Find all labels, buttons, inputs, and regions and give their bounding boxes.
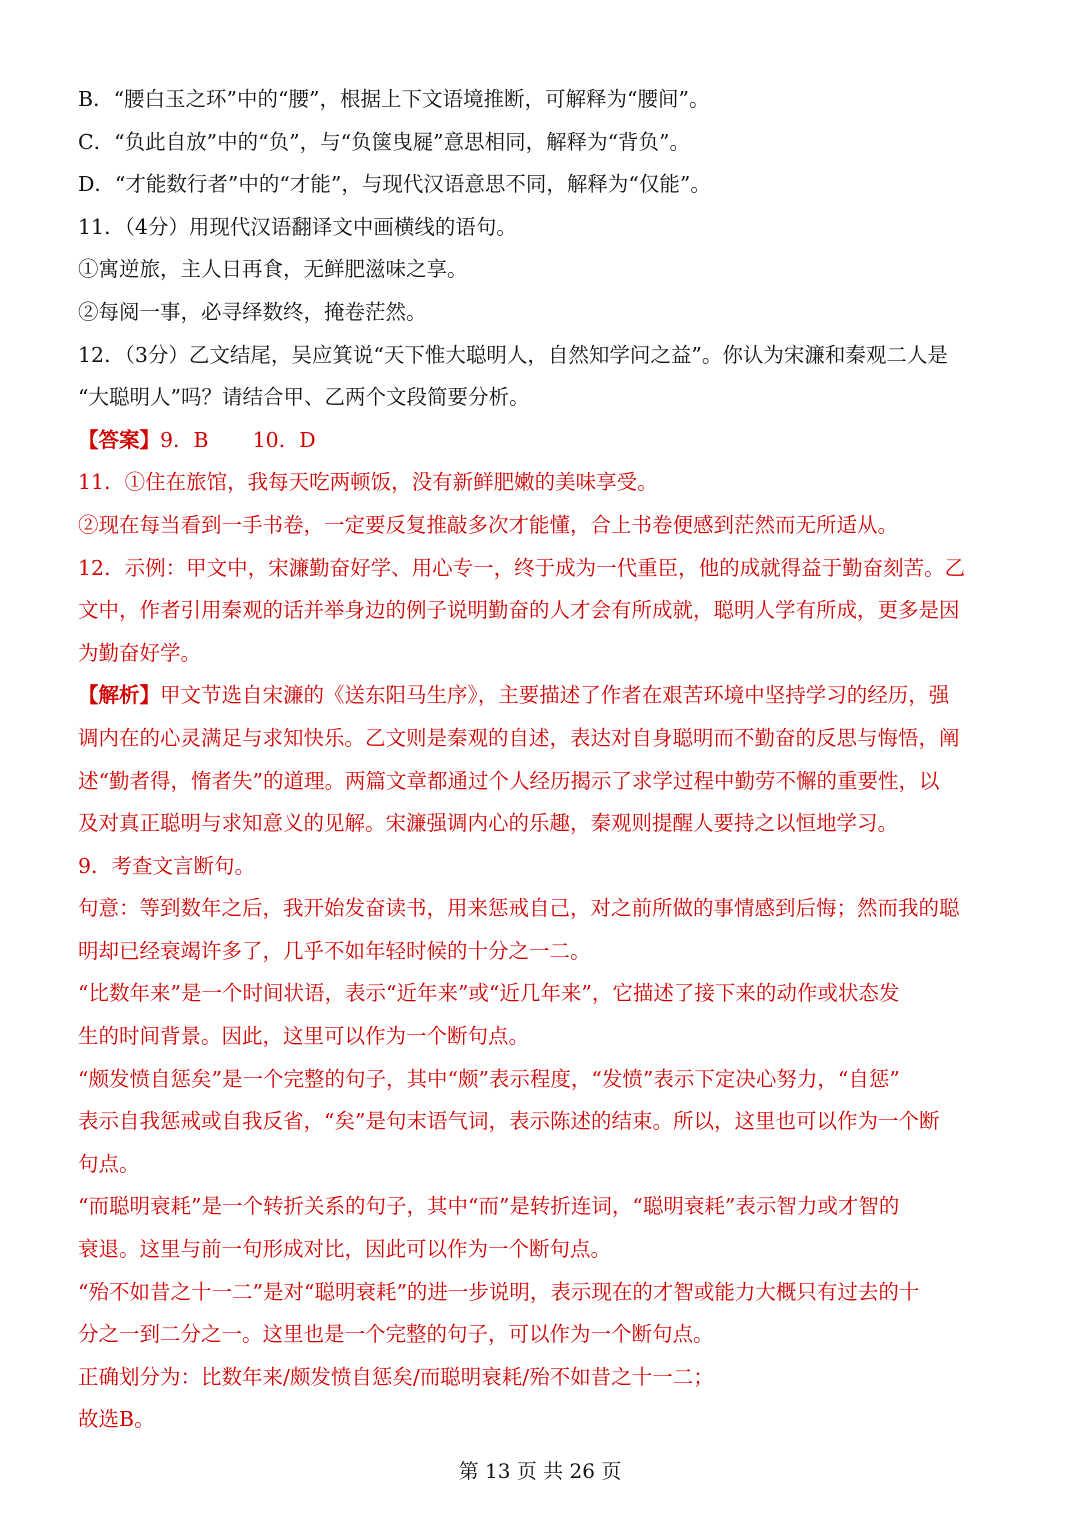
segment-4-line-2: 分之一到二分之一。这里也是一个完整的句子，可以作为一个断句点。 [78,1322,714,1347]
answer-12-line-3: 为勤奋好学。 [78,640,201,665]
option-b: B．“腰白玉之环”中的“腰”，根据上下文语境推断，可解释为“腰间”。 [78,87,710,111]
sentence-meaning-1: 句意：等到数年之后，我开始发奋读书，用来惩戒自己，对之前所做的事情感到后悔；然而我的聪 [78,896,960,921]
page-content [78,78,1004,1441]
segment-2-line-2: 表示自我惩戒或自我反省，“矣”是句末语气词，表示陈述的结束。所以，这里也可以作为一个断 [78,1109,940,1134]
sentence-meaning-2: 明却已经衰竭许多了，几乎不如年轻时候的十分之一二。 [78,938,591,963]
answer-10: 10．D [252,427,316,452]
question-12-line-1: 12．（3分）乙文结尾，吴应箕说“天下惟大聪明人，自然知学问之益”。你认为宋濂和秦观二人是 [78,342,948,367]
segment-2-line-3: 句点。 [78,1151,140,1176]
question-11-sentence-1: ①寓逆旅，主人日再食，无鲜肥滋味之享。 [78,257,468,282]
question-11-sentence-2: ②每阅一事，必寻绎数终，掩卷茫然。 [78,299,427,324]
answer-tag: 【答案】 [78,427,160,452]
segment-3-line-2: 衰退。这里与前一句形成对比，因此可以作为一个断句点。 [78,1237,611,1262]
analysis-tag: 【解析】 [78,683,160,708]
analysis-q9-head: 9．考查文言断句。 [78,853,256,878]
analysis-line-3: 述“勤者得，惰者失”的道理。两篇文章都通过个人经历揭示了求学过程中勤劳不懈的重要性，以 [78,768,940,793]
final-choice: 故选B。 [78,1407,155,1432]
segment-4-line-1: “殆不如昔之十一二”是对“聪明衰耗”的进一步说明，表示现在的才智或能力大概只有过去的十 [78,1279,920,1304]
answer-line [78,419,1004,462]
answer-11-2: ②现在每当看到一手书卷，一定要反复推敲多次才能懂，合上书卷便感到茫然而无所适从。 [78,512,898,537]
segment-3-line-1: “而聪明衰耗”是一个转折关系的句子，其中“而”是转折连词，“聪明衰耗”表示智力或才智的 [78,1194,900,1219]
answer-12-line-1: 12．示例：甲文中，宋濂勤奋好学、用心专一，终于成为一代重臣，他的成就得益于勤奋刻苦。乙 [78,555,966,580]
analysis-line-1 [78,674,1004,717]
segment-2-line-1: “颇发愤自惩矣”是一个完整的句子，其中“颇”表示程度，“发愤”表示下定决心努力，“自惩” [78,1066,900,1091]
option-c: C．“负此自放”中的“负”，与“负箧曳屣”意思相同，解释为“背负”。 [78,129,691,154]
analysis-line-2: 调内在的心灵满足与求知快乐。乙文则是秦观的自述，表达对自身聪明而不勤奋的反思与悔悟，阐 [78,725,960,750]
answer-12-line-2: 文中，作者引用秦观的话并举身边的例子说明勤奋的人才会有所成就，聪明人学有所成，更多是因 [78,598,960,623]
segment-1-line-2: 生的时间背景。因此，这里可以作为一个断句点。 [78,1024,529,1049]
question-12-line-2: “大聪明人”吗？请结合甲、乙两个文段简要分析。 [78,385,530,410]
option-d: D．“才能数行者”中的“才能”，与现代汉语意思不同，解释为“仅能”。 [78,172,711,197]
correct-division: 正确划分为：比数年来/颇发愤自惩矣/而聪明衰耗/殆不如昔之十一二； [78,1364,714,1389]
question-11: 11．（4分）用现代汉语翻译文中画横线的语句。 [78,214,517,239]
answer-11-1: 11．①住在旅馆，我每天吃两顿饭，没有新鲜肥嫩的美味享受。 [78,470,658,495]
page-footer: 第 13 页 共 26 页 [458,1459,622,1483]
analysis-text-1: 甲文节选自宋濂的《送东阳马生序》，主要描述了作者在艰苦环境中坚持学习的经历，强 [160,683,950,708]
answer-9: 9．B [160,427,209,452]
segment-1-line-1: “比数年来”是一个时间状语，表示“近年来”或“近几年来”，它描述了接下来的动作或状态发 [78,981,900,1006]
analysis-line-4: 及对真正聪明与求知意义的见解。宋濂强调内心的乐趣，秦观则提醒人要持之以恒地学习。 [78,811,898,836]
